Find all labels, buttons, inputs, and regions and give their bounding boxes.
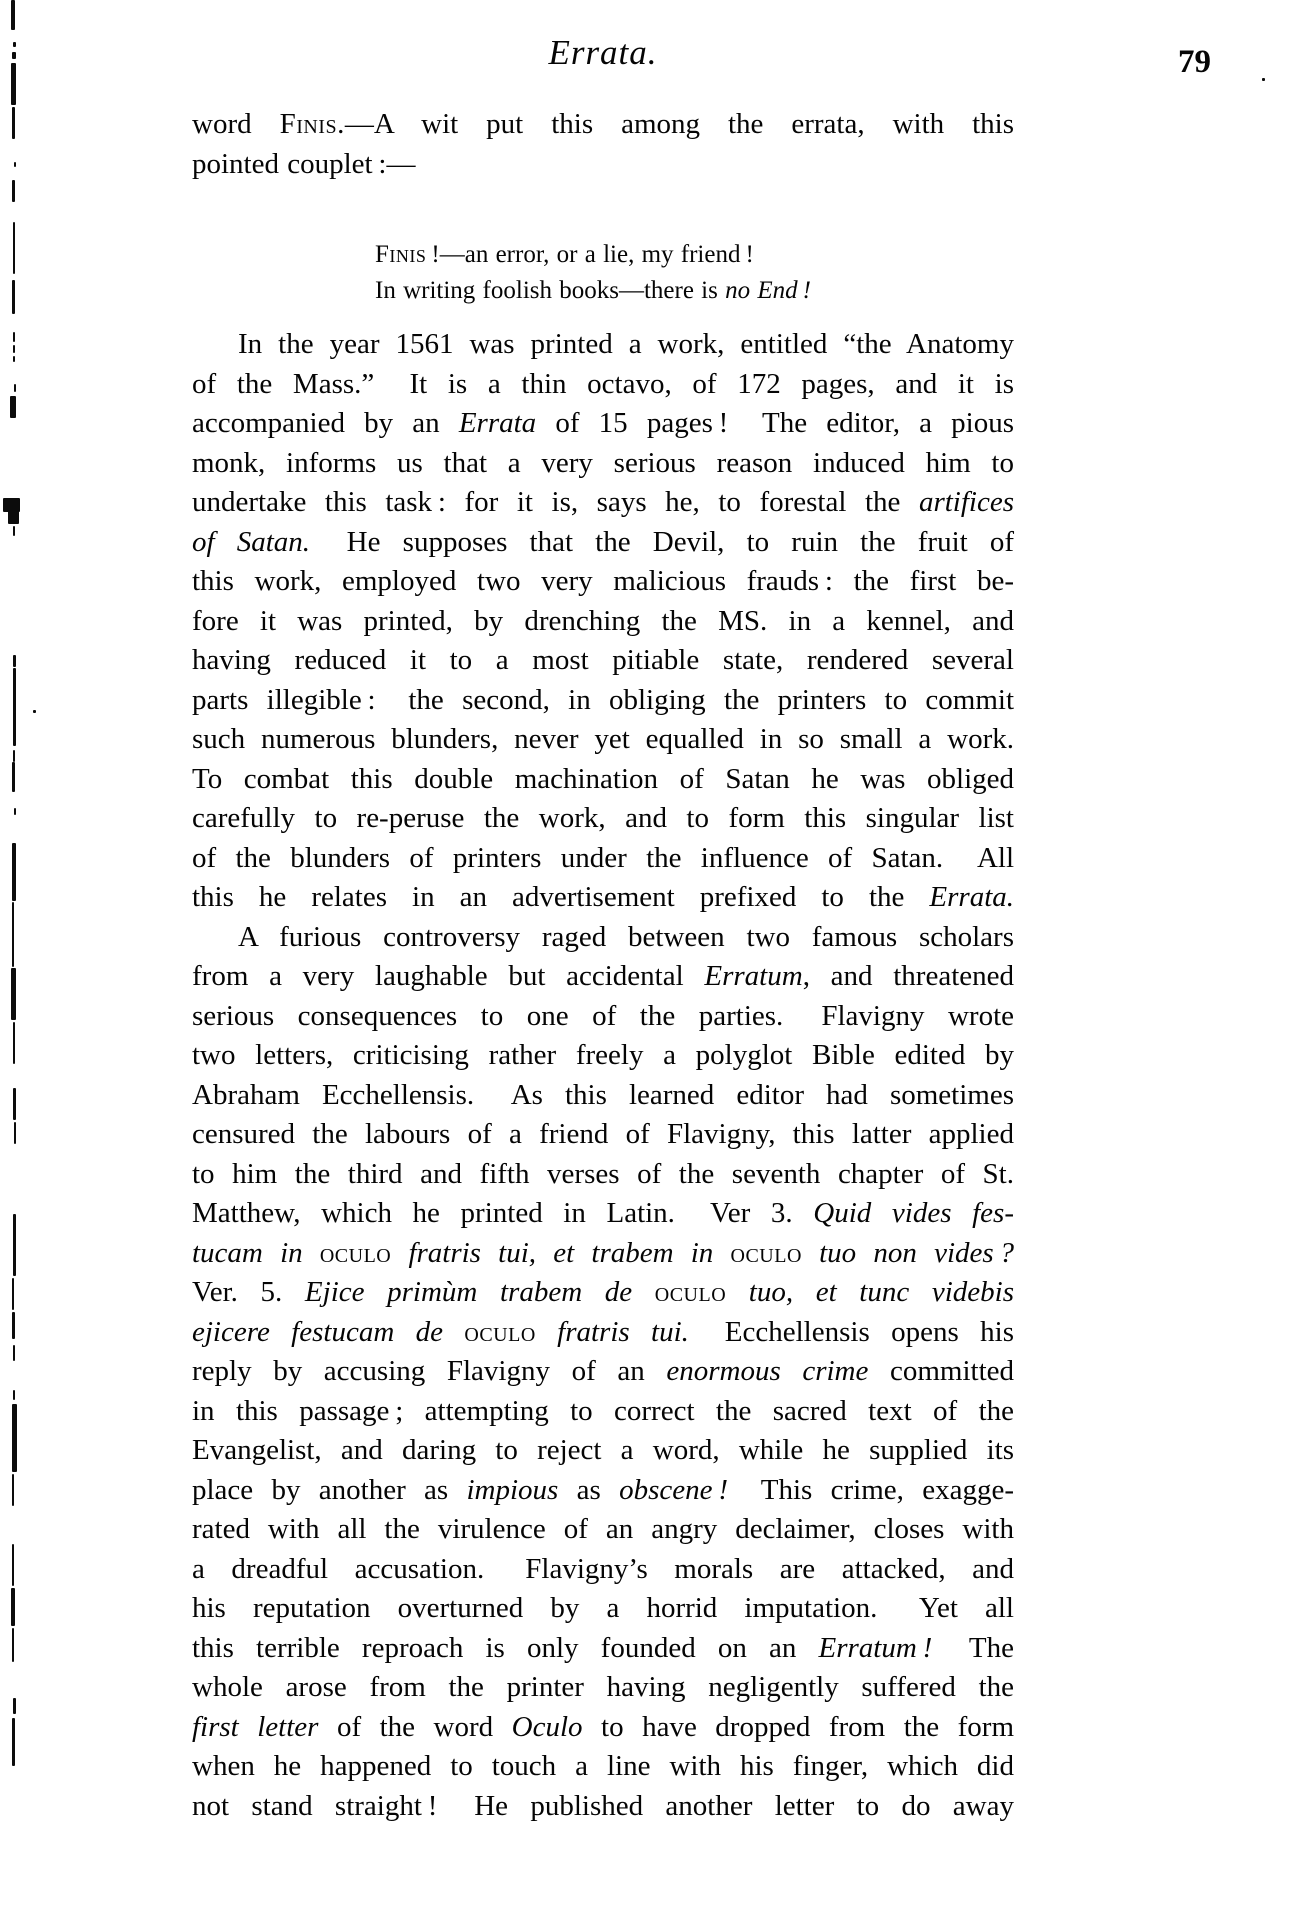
plain-text: Evangelist, and daring to reject a word, while he supplied its xyxy=(192,1434,1014,1466)
text-line xyxy=(192,1036,1014,1076)
plain-text: monk, informs us that a very serious reason induced him to xyxy=(192,446,1014,479)
paragraph-anatomy-of-the-mass xyxy=(192,325,1014,918)
plain-text: to have dropped from the form xyxy=(582,1710,1014,1743)
plain-text: of 15 pages ! The editor, a pious xyxy=(536,407,1015,439)
text-line xyxy=(192,957,1014,997)
text-line xyxy=(192,1155,1014,1195)
page-number: 79 xyxy=(1178,44,1211,80)
plain-text: serious consequences to one of the parties. Flavigny wrote xyxy=(192,999,1014,1032)
text-line xyxy=(192,602,1014,642)
text-line xyxy=(192,1589,1014,1629)
plain-text: Ecchellensis opens his xyxy=(688,1315,1014,1348)
plain-text: having reduced it to a most pitiable state, rendered several xyxy=(192,644,1014,676)
scan-artifact-mark xyxy=(13,1088,16,1120)
small-caps-text: oculo xyxy=(464,1315,536,1348)
text-block xyxy=(192,99,1014,1826)
plain-text: reply by accusing Flavigny of an xyxy=(192,1355,667,1387)
scan-artifact-mark xyxy=(14,1122,16,1144)
italic-text: obscene ! xyxy=(619,1473,728,1506)
text-line xyxy=(192,1115,1014,1155)
text-line xyxy=(192,562,1014,602)
text-line xyxy=(192,1510,1014,1550)
text-line xyxy=(192,1392,1014,1432)
plain-text: carefully to re-peruse the work, and to form this singular list xyxy=(192,802,1014,834)
text-line xyxy=(192,1787,1014,1827)
text-line xyxy=(192,325,1014,365)
text-line xyxy=(192,1352,1014,1392)
italic-text: enormous crime xyxy=(666,1355,869,1387)
plain-text: censured the labours of a friend of Flavigny, this latter applied xyxy=(192,1118,1014,1150)
scan-artifact-mark xyxy=(11,0,15,30)
italic-text: fratris tui. xyxy=(535,1315,689,1348)
plain-text: A furious controversy raged between two famous scholars xyxy=(238,920,1014,953)
scan-artifact-mark xyxy=(13,1345,15,1361)
plain-text: of the word xyxy=(318,1710,512,1743)
scan-artifact-mark xyxy=(13,526,15,536)
scan-artifact-mark xyxy=(10,396,16,418)
scan-artifact-mark xyxy=(11,1588,15,1626)
italic-text: impious xyxy=(466,1473,559,1506)
scan-artifact-mark xyxy=(12,902,14,967)
plain-text: whole arose from the printer having negligently suffered the xyxy=(192,1671,1014,1703)
text-line xyxy=(192,105,1014,145)
text-line xyxy=(192,483,1014,523)
plain-text: accompanied by an xyxy=(192,407,459,439)
text-line xyxy=(375,237,1014,273)
paragraph-flavigny-controversy xyxy=(192,918,1014,1827)
plain-text: not stand straight ! He published another letter to do away xyxy=(192,1789,1014,1822)
scan-artifact-mark xyxy=(12,762,15,792)
text-line xyxy=(192,1076,1014,1116)
plain-text: !—an error, or a lie, my friend ! xyxy=(426,241,754,268)
italic-text: Errata. xyxy=(929,881,1014,913)
scan-artifact-mark xyxy=(13,1390,15,1400)
plain-text: of the Mass.” It is a thin octavo, of 172 pages, and it is xyxy=(192,367,1014,400)
scan-artifact-mark xyxy=(33,710,36,713)
plain-text: such numerous blunders, never yet equalled in so small a work. xyxy=(192,723,1014,755)
text-line xyxy=(192,1234,1014,1274)
text-line xyxy=(192,1471,1014,1511)
italic-text: tucam in xyxy=(192,1236,320,1269)
plain-text: Abraham Ecchellensis. As this learned editor had sometimes xyxy=(192,1078,1014,1111)
scan-artifact-mark xyxy=(12,180,15,202)
italic-text: ejicere festucam de xyxy=(192,1315,465,1348)
text-line xyxy=(192,1629,1014,1669)
plain-text: parts illegible : the second, in obliging the printers to commit xyxy=(192,683,1014,716)
italic-text: Ejice primùm trabem de xyxy=(304,1276,655,1308)
text-line xyxy=(192,720,1014,760)
italic-text: of Satan. xyxy=(192,525,311,558)
scan-artifact-mark xyxy=(14,162,16,167)
text-line xyxy=(192,839,1014,879)
italic-text: artifices xyxy=(918,486,1014,518)
scan-artifact-mark xyxy=(12,1718,15,1766)
scan-artifact-mark xyxy=(12,52,16,59)
plain-text: to him the third and fifth verses of the seventh chapter of St. xyxy=(192,1157,1014,1190)
plain-text: in this passage ; attempting to correct the sacred text of the xyxy=(192,1394,1014,1427)
paragraph-continuation xyxy=(192,105,1014,184)
text-line xyxy=(192,365,1014,405)
plain-text: his reputation overturned by a horrid imputation. Yet all xyxy=(192,1592,1014,1624)
scan-artifact-mark xyxy=(13,332,15,342)
text-line xyxy=(192,641,1014,681)
text-line xyxy=(192,444,1014,484)
text-line xyxy=(375,273,1014,309)
italic-text: no End ! xyxy=(725,277,811,304)
scan-artifact-mark xyxy=(12,107,15,139)
text-line xyxy=(192,760,1014,800)
text-line xyxy=(192,1194,1014,1234)
scan-artifact-mark xyxy=(13,1214,16,1276)
italic-text: tuo, et tunc videbis xyxy=(726,1276,1014,1308)
scan-artifact-mark xyxy=(12,1404,17,1472)
scan-artifact-mark xyxy=(12,1474,14,1506)
couplet xyxy=(375,237,1014,309)
plain-text: , and threatened xyxy=(802,960,1014,992)
plain-text: place by another as xyxy=(192,1473,467,1506)
plain-text: —A wit put this among the errata, with this xyxy=(344,108,1014,140)
plain-text: pointed couplet :— xyxy=(192,147,416,180)
italic-text: Quid vides fes- xyxy=(813,1197,1014,1229)
plain-text: This crime, exagge- xyxy=(727,1473,1014,1506)
plain-text: rated with all the virulence of an angry declaimer, closes with xyxy=(192,1513,1014,1545)
plain-text: undertake this task : for it is, says he, to forestal the xyxy=(192,486,919,518)
scan-artifact-mark xyxy=(11,968,16,1020)
text-line xyxy=(192,1550,1014,1590)
text-line xyxy=(192,1273,1014,1313)
scan-artifact-mark xyxy=(8,510,19,524)
plain-text: committed xyxy=(868,1355,1015,1387)
plain-text: In writing foolish books—there is xyxy=(375,277,726,304)
scan-artifact-mark xyxy=(12,1278,14,1310)
scan-artifact-mark xyxy=(12,1544,14,1586)
small-caps-text: Finis. xyxy=(279,108,345,140)
scan-artifact-mark xyxy=(13,1022,15,1064)
scan-artifact-mark xyxy=(13,1698,16,1714)
running-head-title: Errata. xyxy=(548,33,658,72)
text-line xyxy=(192,878,1014,918)
plain-text: from a very laughable but accidental xyxy=(192,960,705,992)
italic-text: tuo non vides ? xyxy=(801,1236,1014,1269)
text-line xyxy=(192,1313,1014,1353)
scan-artifact-mark xyxy=(14,808,16,815)
plain-text: To combat this double machination of Satan he was obliged xyxy=(192,762,1014,795)
scan-artifact-mark xyxy=(13,655,16,667)
scan-artifact-mark xyxy=(13,222,15,274)
text-line xyxy=(192,997,1014,1037)
text-line xyxy=(192,1668,1014,1708)
scan-artifact-mark xyxy=(13,356,15,362)
italic-text: Oculo xyxy=(511,1710,583,1743)
plain-text: The xyxy=(932,1631,1014,1664)
text-line xyxy=(192,799,1014,839)
text-line xyxy=(192,1431,1014,1471)
scan-artifact-mark xyxy=(3,498,20,512)
text-line xyxy=(192,1747,1014,1787)
scan-artifact-mark xyxy=(13,750,15,762)
italic-text: Erratum ! xyxy=(818,1631,933,1664)
plain-text: two letters, criticising rather freely a polyglot Bible edited by xyxy=(192,1039,1014,1071)
scan-artifact-mark xyxy=(11,63,16,105)
plain-text: a dreadful accusation. Flavigny’s morals are attacked, and xyxy=(192,1552,1014,1585)
plain-text: In the year 1561 was printed a work, entitled “the Anatomy xyxy=(238,328,1014,360)
italic-text: Erratum xyxy=(704,960,803,992)
small-caps-text: Finis xyxy=(375,241,427,268)
scan-artifact-mark xyxy=(12,1628,14,1662)
plain-text: word xyxy=(192,108,280,140)
plain-text: this he relates in an advertisement prefixed to the xyxy=(192,881,930,913)
plain-text: this work, employed two very malicious frauds : the first be- xyxy=(192,565,1014,597)
plain-text: Matthew, which he printed in Latin. Ver 3. xyxy=(192,1197,814,1229)
text-line xyxy=(192,1708,1014,1748)
plain-text: when he happened to touch a line with his finger, which did xyxy=(192,1750,1014,1782)
plain-text: of the blunders of printers under the influence of Satan. All xyxy=(192,841,1014,874)
scan-artifact-mark xyxy=(1262,78,1265,81)
plain-text: He supposes that the Devil, to ruin the fruit of xyxy=(310,525,1014,558)
italic-text: fratris tui, et trabem in xyxy=(391,1236,731,1269)
small-caps-text: oculo xyxy=(730,1236,802,1269)
italic-text: first letter xyxy=(192,1710,319,1743)
text-line xyxy=(192,145,1014,185)
plain-text: this terrible reproach is only founded on an xyxy=(192,1631,819,1664)
scan-artifact-mark xyxy=(12,843,16,901)
small-caps-text: oculo xyxy=(319,1236,392,1269)
scan-artifact-mark xyxy=(12,280,15,314)
scan-artifact-mark xyxy=(12,1312,15,1339)
plain-text: fore it was printed, by drenching the MS. in a kennel, and xyxy=(192,604,1014,637)
text-line xyxy=(192,918,1014,958)
text-line xyxy=(192,523,1014,563)
text-line xyxy=(192,404,1014,444)
scan-artifact-mark xyxy=(13,668,16,746)
italic-text: Errata xyxy=(458,407,537,439)
small-caps-text: oculo xyxy=(654,1276,727,1308)
plain-text: Ver. 5. xyxy=(192,1276,305,1308)
scan-artifact-mark xyxy=(13,42,16,47)
plain-text: as xyxy=(558,1473,620,1506)
text-line xyxy=(192,681,1014,721)
scan-artifact-mark xyxy=(13,345,15,353)
scan-artifact-mark xyxy=(14,384,16,392)
